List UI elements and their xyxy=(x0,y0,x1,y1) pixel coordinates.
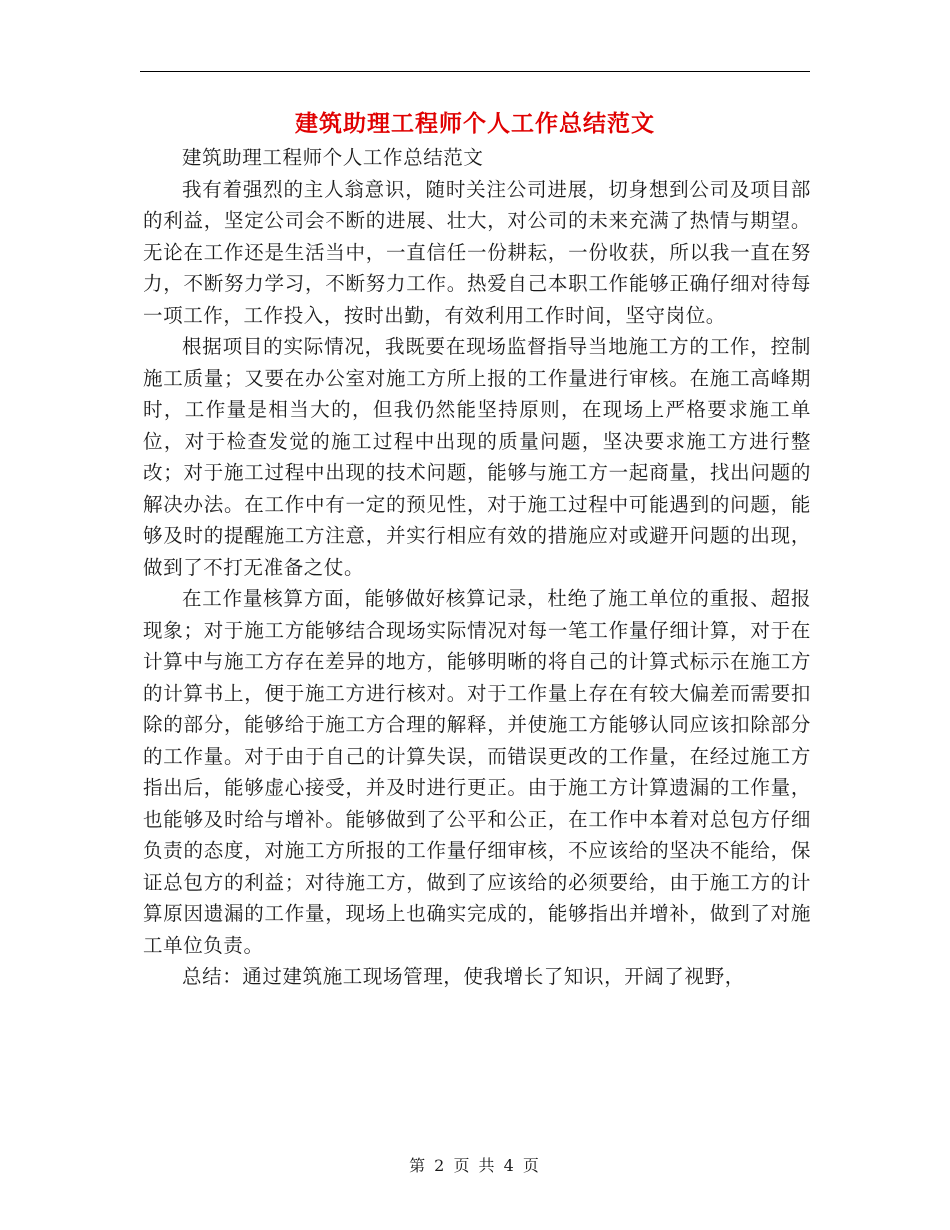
paragraph: 我有着强烈的主人翁意识，随时关注公司进展，切身想到公司及项目部的利益，坚定公司会不断的进展、壮大，对公司的未来充满了热情与期望。无论在工作还是生活当中，一直信任一份耕耘，一份收获，所以我一直在努力，不断努力学习，不断努力工作。热爱自己本职工作能够正确仔细对待每一项工作，工作投入，按时出勤，有效利用工作时间，坚守岗位。 xyxy=(143,177,811,327)
paragraph-subtitle: 建筑助理工程师个人工作总结范文 xyxy=(182,146,484,169)
document-body xyxy=(143,142,811,993)
paragraph: 在工作量核算方面，能够做好核算记录，杜绝了施工单位的重报、超报现象；对于施工方能够结合现场实际情况对每一笔工作量仔细计算，对于在计算中与施工方存在差异的地方，能够明晰的将自己的计算式标示在施工方的计算书上，便于施工方进行核对。对于工作量上存在有较大偏差而需要扣除的部分，能够给于施工方合理的解释，并使施工方能够认同应该扣除部分的工作量。对于由于自己的计算失误，而错误更改的工作量，在经过施工方指出后，能够虚心接受，并及时进行更正。由于施工方计算遗漏的工作量，也能够及时给与增补。能够做到了公平和公正，在工作中本着对总包方仔细负责的态度，对施工方所报的工作量仔细审核，不应该给的坚决不能给，保证总包方的利益；对待施工方，做到了应该给的必须要给，由于施工方的计算原因遗漏的工作量，现场上也确实完成的，能够指出并增补，做到了对施工单位负责。 xyxy=(143,587,811,957)
page-number-footer: 第 2 页 共 4 页 xyxy=(409,1156,541,1175)
document-title: 建筑助理工程师个人工作总结范文 xyxy=(295,111,655,137)
header-rule xyxy=(140,71,810,72)
paragraph: 根据项目的实际情况，我既要在现场监督指导当地施工方的工作，控制施工质量；又要在办公室对施工方所上报的工作量进行审核。在施工高峰期时，工作量是相当大的，但我仍然能坚持原则，在现场上严格要求施工单位，对于检查发觉的施工过程中出现的质量问题，坚决要求施工方进行整改；对于施工过程中出现的技术问题，能够与施工方一起商量，找出问题的解决办法。在工作中有一定的预见性，对于施工过程中可能遇到的问题，能够及时的提醒施工方注意，并实行相应有效的措施应对或避开问题的出现，做到了不打无准备之仗。 xyxy=(143,335,811,579)
paragraph: 总结：通过建筑施工现场管理，使我增长了知识，开阔了视野， xyxy=(182,965,745,988)
